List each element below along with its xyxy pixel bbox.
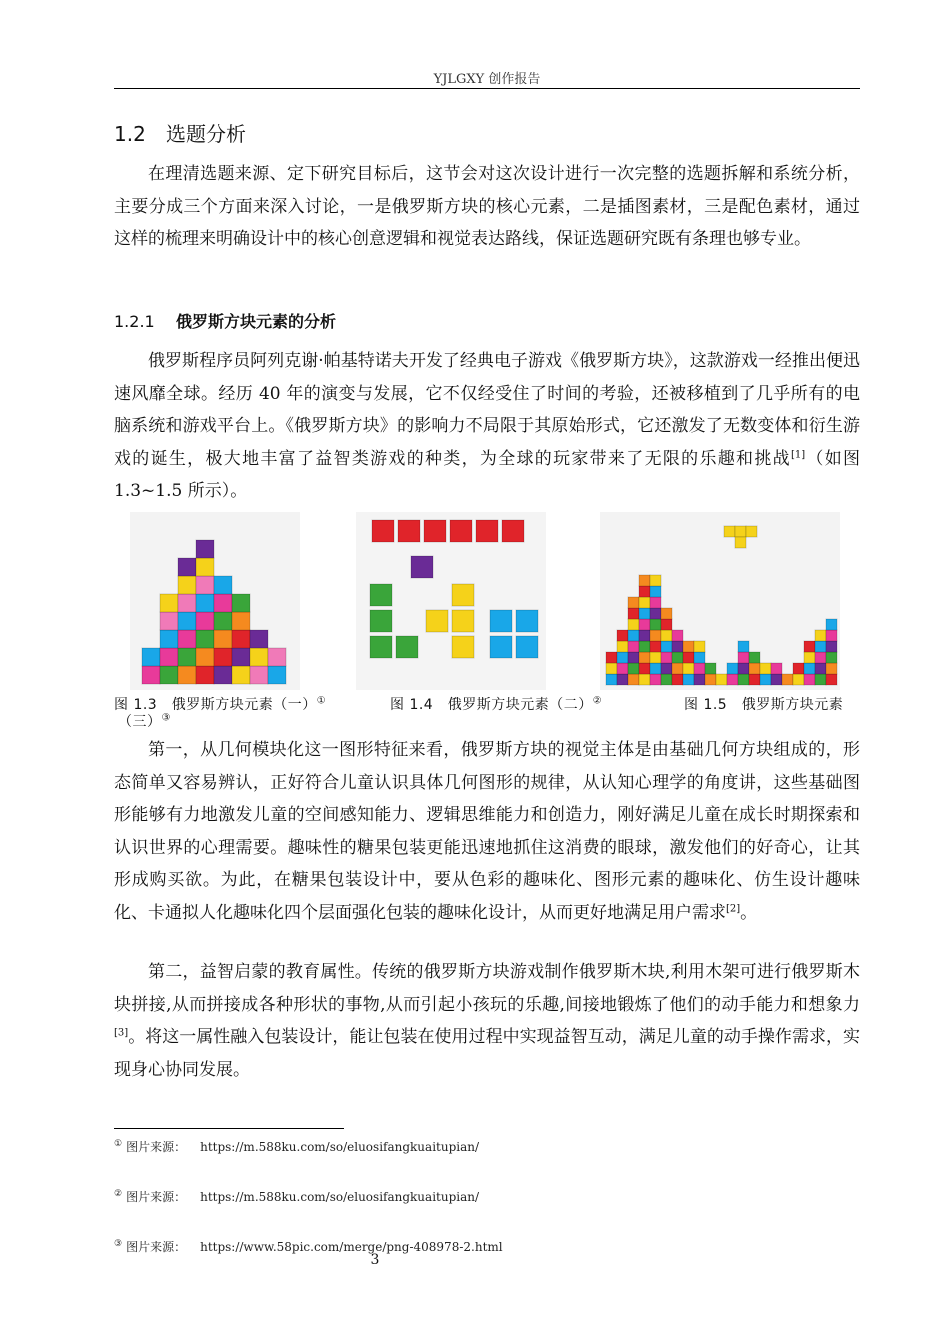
tetris-cell [826,630,837,641]
tetris-cell [639,652,650,663]
footnote-link[interactable]: https://www.58pic.com/merge/png-408978-2.html [200,1240,503,1254]
red-block [476,520,498,542]
tetris-cell [639,663,650,674]
cube-block [214,612,232,630]
falling-t-block [735,537,746,548]
section-heading [114,118,246,147]
tetris-cell [650,619,661,630]
figure-1-3-caption: 图 1.3 俄罗斯方块元素（一）① [114,695,327,713]
cube-block [250,666,268,684]
tetris-cell [661,674,672,685]
tetris-cell [650,575,661,586]
history-tail: （如图 1.3~1.5 所示）。 [114,448,861,501]
tetris-cell [694,674,705,685]
tetris-cell [771,674,782,685]
tetris-cell [716,674,727,685]
tetris-cell [738,663,749,674]
tetris-cell [815,630,826,641]
red-block [424,520,446,542]
tetris-cell [683,652,694,663]
tetris-cell [771,663,782,674]
tetris-cell [738,674,749,685]
cube-block [160,666,178,684]
red-block [398,520,420,542]
tetris-cell [727,663,738,674]
tetris-cell [683,663,694,674]
subsection-title: 俄罗斯方块元素的分析 [176,312,337,331]
footnote-link[interactable]: https://m.588ku.com/so/eluosifangkuaitupian/ [200,1190,480,1204]
tetris-cell [749,652,760,663]
tetris-cell [826,663,837,674]
cube-block [214,648,232,666]
tetris-cell [694,663,705,674]
green-block [370,584,392,606]
tetris-cell [650,630,661,641]
footnote-1: ① 图片来源： https://m.588ku.com/so/eluosifangkuaitupian/ [114,1139,480,1154]
intro-paragraph: 在理清选题来源、定下研究目标后，这节会对这次设计进行一次完整的选题拆解和系统分析，主要分成三个方面来深入讨论，一是俄罗斯方块的核心元素，二是插图素材，三是配色素材，通过这样的梳理来明确设计中的核心创意逻辑和视觉表达路线，保证选题研究既有条理也够专业。 [114,164,860,249]
tetris-cell [815,674,826,685]
tetris-cell [639,619,650,630]
tetris-cell [661,663,672,674]
tetris-cell [826,674,837,685]
citation-ref[interactable]: [3] [114,1027,129,1039]
cube-block [178,666,196,684]
cube-block [196,612,214,630]
running-header: YJLGXY 创作报告 [433,72,541,87]
blue-block [490,610,512,632]
cube-block [178,594,196,612]
cube-block [178,648,196,666]
tetris-cell [826,641,837,652]
cube-block [214,576,232,594]
cube-block [178,576,196,594]
red-block [502,520,524,542]
cube-block [214,594,232,612]
tetris-cell [650,663,661,674]
figure-note-mark[interactable]: ② [592,695,603,707]
tetris-cell [639,608,650,619]
figure-note-mark[interactable]: ③ [161,712,171,724]
cube-block [214,666,232,684]
figure-note-mark[interactable]: ① [316,695,327,707]
green-block [396,636,418,658]
cube-block [268,648,286,666]
tetris-cell [661,641,672,652]
section-number: 1.2 [114,122,146,146]
red-block [372,520,394,542]
tetris-cell [650,674,661,685]
figure-1-4-caption: 图 1.4 俄罗斯方块元素（二）② [390,695,603,713]
history-paragraph [114,345,860,508]
cube-block [196,594,214,612]
tetris-cell [672,663,683,674]
tetris-cell [617,641,628,652]
tetris-cell [804,674,815,685]
tetris-cell [738,641,749,652]
tetris-cell [661,619,672,630]
tetris-cell [617,674,628,685]
figure-1-5-image [600,512,840,690]
tetris-cell [661,630,672,641]
geometry-paragraph: 第一，从几何模块化这一图形特征来看，俄罗斯方块的视觉主体是由基础几何方块组成的，形态简单又容易辨认，正好符合儿童认识具体几何图形的规律，从认知心理学的角度讲，这些基础图形能够有力地激发儿童的空间感知能力、逻辑思维能力和创造力，刚好满足儿童在成长时期探索和认识世界的心理需要。趣味性的糖果包装更能迅速地抓住这消费的眼球，激发他们的好奇心，让其形成购买欲。为此，在糖果包装设计中，要从色彩的趣味化、图形元素的趣味化、仿生设计趣味化、卡通拟人化趣味化四个层面强化包装的趣味化设计，从而更好地满足用户需求[2]。 [114,740,860,923]
blue-block [516,636,538,658]
cube-block [268,666,286,684]
footnote-link[interactable]: https://m.588ku.com/so/eluosifangkuaitupian/ [200,1140,480,1154]
green-block [370,610,392,632]
tetris-cell [639,641,650,652]
tetris-cell [804,652,815,663]
tetris-cell [650,608,661,619]
tetris-cell [815,663,826,674]
stacked-cubes-illustration [130,512,300,690]
tetris-cell [804,663,815,674]
footnote-3: ③ 图片来源： https://www.58pic.com/merge/png-408978-2.html [114,1239,503,1254]
tetris-cell [826,652,837,663]
cube-block [232,666,250,684]
red-block [450,520,472,542]
cube-block [196,648,214,666]
tetris-cell [628,619,639,630]
cube-block [178,630,196,648]
cube-block [250,648,268,666]
tetris-cell [672,630,683,641]
tetris-cell [694,652,705,663]
tetris-cell [650,586,661,597]
cube-block [232,612,250,630]
cube-block [142,666,160,684]
cube-block [232,648,250,666]
tetris-cell [782,674,793,685]
tetris-cell [639,597,650,608]
cube-block [232,594,250,612]
tetris-cell [628,652,639,663]
cube-block [196,666,214,684]
cube-block [196,576,214,594]
tetris-cell [760,663,771,674]
tetris-cell [793,674,804,685]
tetris-cell [617,630,628,641]
tetris-cell [683,641,694,652]
figure-1-3-image [130,512,300,690]
tetris-cell [661,652,672,663]
tetris-cell [705,663,716,674]
tetris-cell [650,652,661,663]
cube-block [160,648,178,666]
header-rule [114,88,860,89]
tetromino-pieces-illustration [356,512,546,690]
citation-ref[interactable]: [2] [726,902,741,914]
cube-block [196,540,214,558]
tetris-cell [606,652,617,663]
education-paragraph: 第二，益智启蒙的教育属性。传统的俄罗斯方块游戏制作俄罗斯木块,利用木架可进行俄罗斯木块拼接,从而拼接成各种形状的事物,从而引起小孩玩的乐趣,间接地锻炼了他们的动手能力和想象力[3]。将这一属性融入包装设计，能让包装在使用过程中实现益智互动，满足儿童的动手操作需求，实现身心协同发展。 [114,962,860,1080]
tetris-cell [628,597,639,608]
tetris-cell [804,641,815,652]
tetris-cell [661,608,672,619]
yellow-block [452,610,474,632]
cube-block [214,630,232,648]
tetris-cell [694,641,705,652]
tetris-cell [639,674,650,685]
tetris-cell [617,652,628,663]
cube-block [250,630,268,648]
tetris-cell [606,674,617,685]
cube-block [160,594,178,612]
tetris-cell [672,674,683,685]
figure-1-5-caption-wrap: （三）③ [118,712,171,730]
yellow-block [426,610,448,632]
tetris-cell [727,674,738,685]
falling-t-block [746,526,757,537]
section-title: 选题分析 [166,122,246,146]
tetris-cell [650,641,661,652]
tetris-cell [617,663,628,674]
tetris-cell [639,586,650,597]
cube-block [160,630,178,648]
green-block [370,636,392,658]
figure-1-5-caption: 图 1.5 俄罗斯方块元素 [684,697,844,713]
yellow-block [452,636,474,658]
tetris-cell [749,663,760,674]
tetris-cell [793,663,804,674]
tetris-cell [815,641,826,652]
falling-t-block [735,526,746,537]
figure-1-4-image [356,512,546,690]
cube-block [196,558,214,576]
tetris-cell [639,630,650,641]
tetris-cell [628,663,639,674]
tetris-cell [815,652,826,663]
tetris-board-illustration [600,512,840,690]
subsection-number: 1.2.1 [114,312,155,331]
yellow-block [452,584,474,606]
blue-block [490,636,512,658]
tetris-cell [826,619,837,630]
cube-block [142,648,160,666]
cube-block [160,612,178,630]
subsection-heading [114,309,336,332]
tetris-cell [749,674,760,685]
citation-ref[interactable]: [1] [790,448,806,460]
cube-block [178,612,196,630]
tetris-cell [639,575,650,586]
tetris-cell [672,652,683,663]
purple-block [411,556,433,578]
tetris-cell [672,641,683,652]
tetris-cell [738,652,749,663]
tetris-cell [760,674,771,685]
blue-block [516,610,538,632]
tetris-cell [705,674,716,685]
tetris-cell [628,674,639,685]
tetris-cell [628,608,639,619]
cube-block [178,558,196,576]
page-number: 3 [370,1252,380,1268]
tetris-cell [650,597,661,608]
tetris-cell [628,630,639,641]
history-text: 俄罗斯程序员阿列克谢·帕基特诺夫开发了经典电子游戏《俄罗斯方块》，这款游戏一经推出便迅速风靡全球。经历 40 年的演变与发展，它不仅经受住了时间的考验，还被移植到了几乎所有的电脑系统和游戏平台上。《俄罗斯方块》的影响力不局限于其原始形式，它还激发了无数变体和衍生游戏的诞生，极大地丰富了益智类游戏的种类，为全球的玩家带来了无限的乐趣和挑战 [114,351,860,469]
footnote-2: ② 图片来源： https://m.588ku.com/so/eluosifangkuaitupian/ [114,1189,480,1204]
footnote-rule [114,1128,344,1129]
tetris-cell [606,663,617,674]
tetris-cell [628,641,639,652]
tetris-cell [683,674,694,685]
cube-block [232,630,250,648]
falling-t-block [724,526,735,537]
cube-block [196,630,214,648]
